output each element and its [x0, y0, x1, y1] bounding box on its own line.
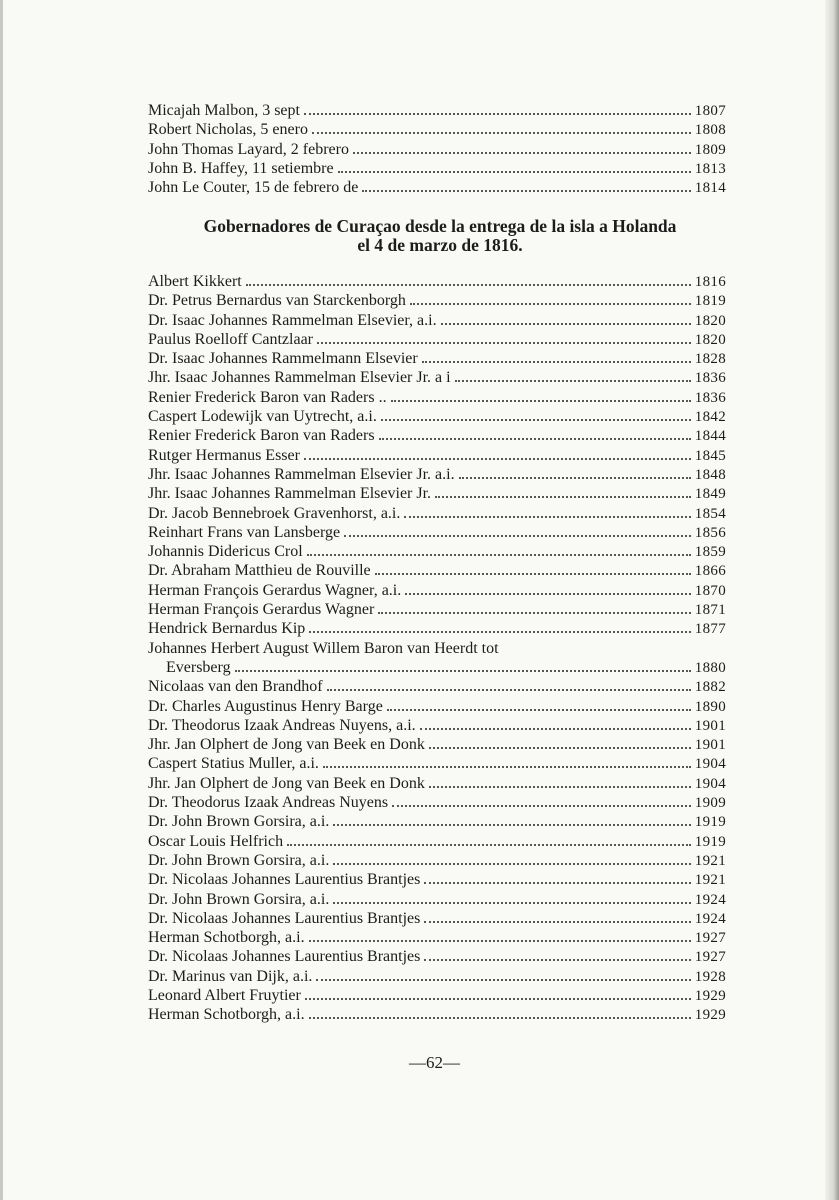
- entry-name: Hendrick Bernardus Kip: [148, 620, 306, 638]
- dot-leader: [420, 727, 691, 730]
- section-heading: [140, 217, 740, 255]
- entry-name: Reinhart Frans van Lansberge: [148, 523, 341, 541]
- list-entry: [148, 349, 726, 368]
- dot-leader: [404, 515, 690, 518]
- list-entry: [148, 812, 726, 831]
- list-entry: [148, 851, 726, 870]
- dot-leader: [323, 765, 691, 768]
- dot-leader: [312, 131, 691, 134]
- entry-name: Paulus Roelloff Cantzlaar: [148, 330, 313, 348]
- entry-name: Dr. Theodorus Izaak Andreas Nuyens: [148, 794, 389, 812]
- entry-year: 1848: [694, 466, 726, 483]
- list-entry: [148, 504, 726, 523]
- dot-leader: [441, 322, 691, 325]
- page-binding-edge: [825, 0, 839, 1200]
- entry-name: Leonard Albert Fruytier: [148, 986, 301, 1004]
- list-entry: [148, 523, 726, 542]
- entry-name: Jhr. Isaac Johannes Rammelman Elsevier Jr. a i: [148, 369, 451, 387]
- dot-leader: [333, 823, 690, 826]
- entry-name: John Le Couter, 15 de febrero de: [148, 179, 359, 197]
- entry-year: 1871: [694, 602, 726, 619]
- dot-leader: [307, 553, 691, 556]
- entry-year: 1845: [694, 447, 726, 464]
- entry-name: Albert Kikkert: [148, 273, 242, 290]
- list-entry: [148, 774, 726, 793]
- dot-leader: [455, 379, 691, 382]
- entry-name: Caspert Lodewijk van Uytrecht, a.i.: [148, 408, 377, 426]
- dot-leader: [333, 901, 690, 904]
- list-entry: [148, 368, 726, 387]
- entry-name: Herman Schotborgh, a.i.: [148, 929, 305, 947]
- list-entry: [148, 581, 726, 600]
- entry-name: Dr. Isaac Johannes Rammelmann Elsevier: [148, 350, 418, 368]
- dot-leader: [435, 495, 691, 498]
- dot-leader: [304, 457, 691, 460]
- list-entry: [148, 716, 726, 735]
- dot-leader: [333, 862, 690, 865]
- list-entry: [148, 178, 726, 197]
- list-entry: [148, 832, 726, 851]
- entry-name: Eversberg: [166, 658, 231, 676]
- page-number: —62—: [409, 1053, 460, 1072]
- entry-year: 1809: [694, 141, 726, 158]
- entry-year: 1820: [694, 312, 726, 329]
- list-entry: [148, 407, 726, 426]
- entry-year: 1927: [694, 949, 726, 966]
- entry-name: Oscar Louis Helfrich: [148, 832, 284, 850]
- list-entry: [148, 947, 726, 966]
- dot-leader: [353, 151, 691, 154]
- entry-year: 1928: [694, 968, 726, 985]
- entry-year: 1921: [694, 872, 726, 889]
- entry-name: Dr. Theodorus Izaak Andreas Nuyens, a.i.: [148, 716, 416, 734]
- list-entry: [148, 101, 726, 120]
- list-entry: [148, 909, 726, 928]
- entry-year: 1877: [694, 621, 726, 638]
- dot-leader: [338, 170, 691, 173]
- dot-leader: [422, 360, 691, 363]
- dot-leader: [309, 630, 691, 633]
- list-entry: [148, 658, 726, 677]
- dot-leader: [309, 939, 691, 942]
- dot-leader: [378, 611, 690, 614]
- dot-leader: [459, 476, 691, 479]
- entry-name: Dr. Nicolaas Johannes Laurentius Brantjes: [148, 909, 421, 927]
- entry-name: Herman François Gerardus Wagner: [148, 601, 375, 619]
- list-entry: [148, 735, 726, 754]
- dot-leader: [327, 688, 691, 691]
- entry-year: 1813: [694, 160, 726, 177]
- dot-leader: [287, 843, 691, 846]
- entry-name: John B. Haffey, 11 setiembre: [148, 159, 334, 177]
- entry-year: 1882: [694, 679, 726, 696]
- list-entry: [148, 986, 726, 1005]
- list-entry: [148, 388, 726, 407]
- entry-name: Dr. Charles Augustinus Henry Barge: [148, 697, 383, 715]
- list-entry: [148, 330, 726, 349]
- list-entry: [148, 542, 726, 561]
- list-entry: [148, 140, 726, 159]
- dot-leader: [391, 399, 691, 402]
- list-entry: [148, 870, 726, 889]
- entry-year: 1836: [694, 370, 726, 387]
- section-heading-line-2: el 4 de marzo de 1816.: [357, 235, 523, 255]
- entry-year: 1909: [694, 795, 726, 812]
- dot-leader: [381, 418, 691, 421]
- entry-year: 1814: [694, 180, 726, 197]
- entry-name: Rutger Hermanus Esser: [148, 446, 300, 464]
- earlier-governors-list: [148, 101, 726, 197]
- entry-name: Jhr. Jan Olphert de Jong van Beek en Donk: [148, 774, 425, 792]
- entry-name: Dr. Nicolaas Johannes Laurentius Brantjes: [148, 871, 421, 889]
- entry-year: 1927: [694, 930, 726, 947]
- entry-name: Jhr. Isaac Johannes Rammelman Elsevier Jr. a.i.: [148, 465, 455, 483]
- entry-name: Robert Nicholas, 5 enero: [148, 121, 308, 139]
- entry-name: Dr. Marinus van Dijk, a.i.: [148, 967, 313, 985]
- list-entry: [148, 272, 726, 291]
- entry-year: 1924: [694, 910, 726, 927]
- entry-name: Jhr. Isaac Johannes Rammelman Elsevier Jr.: [148, 485, 432, 503]
- entry-year: 1856: [694, 524, 726, 541]
- entry-year: 1919: [694, 833, 726, 850]
- dot-leader: [387, 708, 691, 711]
- list-entry: [148, 754, 726, 773]
- entry-year: 1844: [694, 428, 726, 445]
- entry-year: 1924: [694, 891, 726, 908]
- entry-name: Johannes Herbert August Willem Baron van Heerdt tot: [148, 639, 499, 657]
- entry-name: Jhr. Jan Olphert de Jong van Beek en Donk: [148, 736, 425, 754]
- dot-leader: [429, 746, 691, 749]
- list-entry: [148, 446, 726, 465]
- dot-leader: [405, 592, 691, 595]
- entry-year: 1808: [694, 122, 726, 139]
- dot-leader: [246, 283, 691, 286]
- dot-leader: [344, 534, 691, 537]
- page-left-edge: [0, 0, 3, 1200]
- entry-year: 1921: [694, 852, 726, 869]
- entry-year: 1816: [694, 274, 726, 290]
- entry-year: 1820: [694, 331, 726, 348]
- entry-name: Dr. Abraham Matthieu de Rouville: [148, 562, 371, 580]
- list-entry: [148, 291, 726, 310]
- list-entry: [148, 426, 726, 445]
- list-entry: [148, 561, 726, 580]
- entry-year: 1836: [694, 389, 726, 406]
- list-entry: [148, 677, 726, 696]
- entry-name: Caspert Statius Muller, a.i.: [148, 755, 319, 773]
- entry-name: Johannis Didericus Crol: [148, 543, 303, 561]
- entry-name: Nicolaas van den Brandhof: [148, 678, 323, 696]
- dot-leader: [424, 881, 690, 884]
- list-entry: [148, 484, 726, 503]
- entry-year: 1929: [694, 987, 726, 1004]
- list-entry: [148, 890, 726, 909]
- list-entry: [148, 600, 726, 619]
- entry-name: Dr. Jacob Bennebroek Gravenhorst, a.i.: [148, 504, 401, 522]
- dot-leader: [362, 189, 690, 192]
- entry-name: John Thomas Layard, 2 febrero: [148, 140, 349, 158]
- entry-name: Dr. John Brown Gorsira, a.i.: [148, 890, 330, 908]
- governors-list: [148, 272, 726, 1025]
- list-entry: [148, 619, 726, 638]
- entry-name: Dr. Nicolaas Johannes Laurentius Brantjes: [148, 948, 421, 966]
- entry-name: Dr. John Brown Gorsira, a.i.: [148, 851, 330, 869]
- entry-year: 1828: [694, 351, 726, 368]
- dot-leader: [424, 920, 690, 923]
- dot-leader: [305, 997, 691, 1000]
- entry-year: 1929: [694, 1007, 726, 1024]
- list-entry: [148, 311, 726, 330]
- dot-leader: [316, 978, 690, 981]
- entry-year: 1842: [694, 409, 726, 426]
- dot-leader: [392, 804, 691, 807]
- entry-name: Dr. John Brown Gorsira, a.i.: [148, 813, 330, 831]
- list-entry: [148, 120, 726, 139]
- list-entry: [148, 639, 726, 658]
- entry-name: Herman Schotborgh, a.i.: [148, 1006, 305, 1024]
- list-entry: [148, 967, 726, 986]
- entry-name: Herman François Gerardus Wagner, a.i.: [148, 581, 402, 599]
- entry-year: 1807: [694, 103, 726, 119]
- dot-leader: [410, 302, 691, 305]
- entry-name: Dr. Isaac Johannes Rammelman Elsevier, a.i.: [148, 311, 437, 329]
- list-entry: [148, 928, 726, 947]
- dot-leader: [379, 437, 691, 440]
- list-entry: [148, 697, 726, 716]
- entry-name: Micajah Malbon, 3 sept: [148, 102, 300, 119]
- dot-leader: [424, 958, 690, 961]
- section-heading-line-1: Gobernadores de Curaçao desde la entrega de la isla a Holanda: [203, 216, 677, 236]
- dot-leader: [429, 785, 691, 788]
- dot-leader: [309, 1016, 691, 1019]
- list-entry: [148, 159, 726, 178]
- entry-year: 1904: [694, 756, 726, 773]
- entry-year: 1854: [694, 505, 726, 522]
- entry-year: 1901: [694, 737, 726, 754]
- list-entry: [148, 793, 726, 812]
- entry-year: 1819: [694, 293, 726, 310]
- dot-leader: [375, 572, 691, 575]
- dot-leader: [317, 341, 691, 344]
- entry-year: 1866: [694, 563, 726, 580]
- entry-name: Renier Frederick Baron van Raders: [148, 427, 375, 445]
- entry-year: 1859: [694, 544, 726, 561]
- entry-year: 1919: [694, 814, 726, 831]
- entry-year: 1880: [694, 659, 726, 676]
- dot-leader: [235, 669, 691, 672]
- entry-name: Dr. Petrus Bernardus van Starckenborgh: [148, 292, 406, 310]
- entry-year: 1870: [694, 582, 726, 599]
- entry-name: Renier Frederick Baron van Raders ..: [148, 388, 387, 406]
- list-entry: [148, 1005, 726, 1024]
- entry-year: 1849: [694, 486, 726, 503]
- dot-leader: [304, 112, 691, 115]
- entry-year: 1901: [694, 717, 726, 734]
- entry-year: 1904: [694, 775, 726, 792]
- entry-year: 1890: [694, 698, 726, 715]
- list-entry: [148, 465, 726, 484]
